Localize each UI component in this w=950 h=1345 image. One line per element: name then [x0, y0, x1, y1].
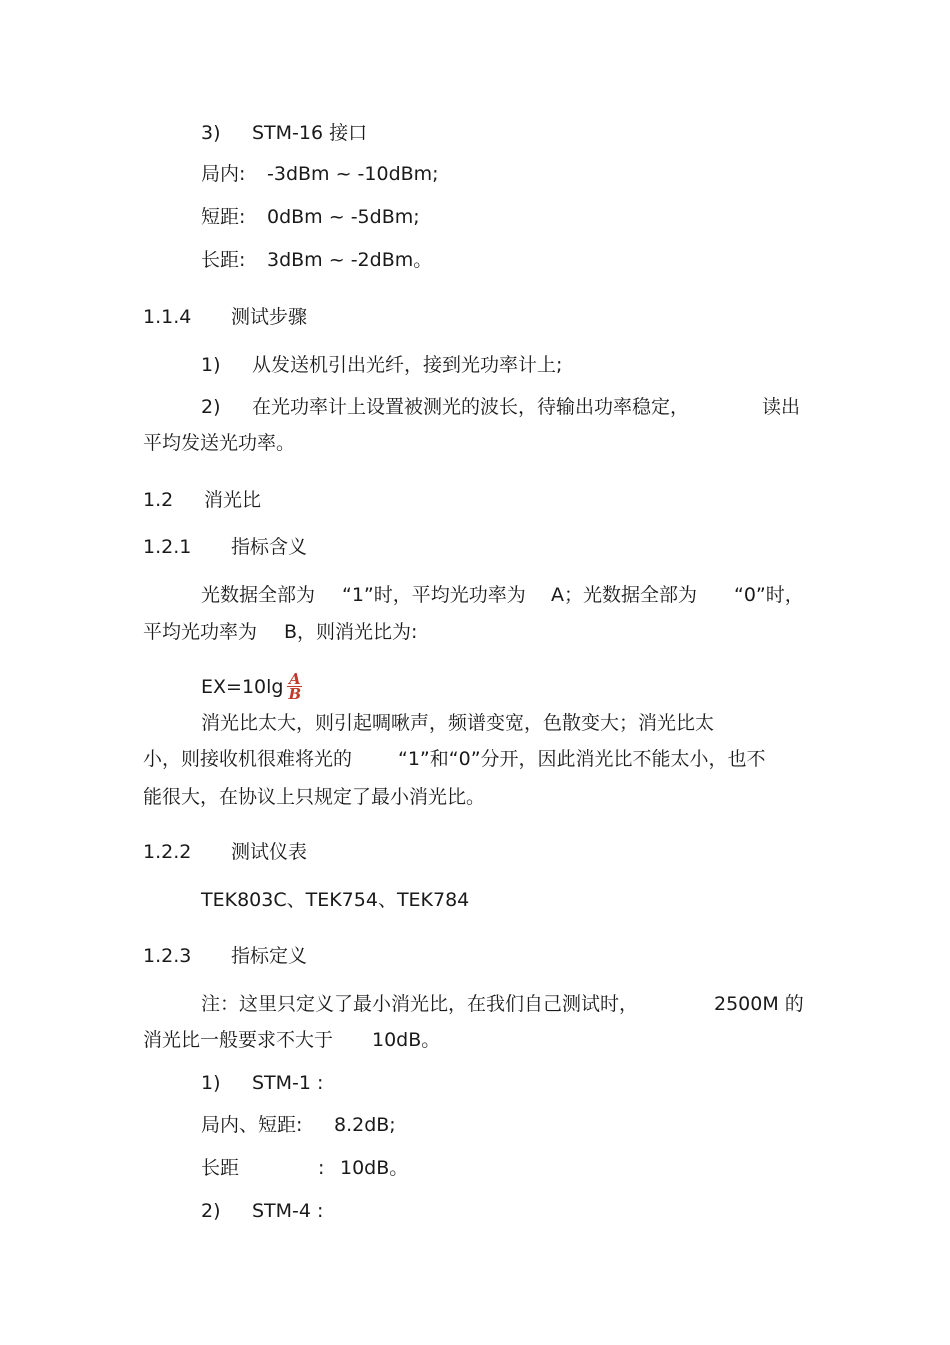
list-text: STM-16 接口: [252, 122, 368, 144]
list-text: STM-4 :: [252, 1200, 324, 1222]
desc-line-2: [143, 747, 766, 771]
heading-text: 指标定义: [231, 945, 308, 967]
heading-number: 1.2: [143, 489, 174, 511]
text-segment: A；光数据全部为: [551, 584, 697, 606]
stm1-local-short-line: [201, 1113, 396, 1137]
text-segment: “0”时，: [734, 584, 804, 606]
param-label: 长距:: [201, 249, 246, 271]
heading-text: 消光比: [204, 489, 262, 511]
fraction-denominator: B: [288, 685, 302, 703]
heading-1-2-2: [143, 840, 308, 864]
text-segment: 光数据全部为: [201, 584, 316, 606]
stm1-long-line: [201, 1156, 409, 1180]
param-value: 8.2dB;: [334, 1114, 396, 1136]
desc-line-1: 消光比太大，则引起啁啾声，频谱变宽，色散变大；消光比太: [201, 712, 715, 734]
param-label: 长距: [201, 1157, 240, 1179]
step-1: [201, 353, 563, 377]
stm16-local-line: [201, 162, 439, 186]
heading-1-2: [143, 488, 262, 512]
list-item-stm4: [201, 1199, 324, 1223]
heading-number: 1.1.4: [143, 306, 192, 328]
fraction-numerator: A: [288, 670, 301, 688]
formula-text: EX=10lg: [201, 676, 284, 698]
note-line-1: [201, 992, 804, 1016]
param-label: 局内、短距:: [201, 1114, 303, 1136]
heading-text: 测试仪表: [231, 841, 308, 863]
text-segment: 消光比一般要求不大于: [143, 1029, 334, 1051]
text-segment: 10dB。: [372, 1029, 441, 1051]
heading-1-2-3: [143, 944, 308, 968]
heading-1-2-1: [143, 535, 308, 559]
note-line-2: [143, 1028, 441, 1052]
param-value: 0dBm ~ -5dBm;: [267, 206, 420, 228]
list-text-tail: 读出: [762, 396, 801, 418]
param-label: 短距:: [201, 206, 246, 228]
heading-text: 指标含义: [231, 536, 308, 558]
param-value: 3dBm ~ -2dBm。: [267, 249, 433, 271]
list-number: 1): [201, 354, 221, 376]
step-2-continuation: 平均发送光功率。: [143, 432, 296, 454]
meaning-line-1: [201, 583, 804, 607]
text-segment: “1”时，平均光功率为: [342, 584, 526, 606]
list-number: 2): [201, 1200, 221, 1222]
heading-number: 1.2.3: [143, 945, 192, 967]
heading-text: 测试步骤: [231, 306, 308, 328]
list-item-stm1: [201, 1071, 324, 1095]
text-segment: “1”和“0”分开，因此消光比不能太小，也不: [398, 748, 766, 770]
list-item-stm16: [201, 121, 368, 145]
stm16-long-line: [201, 248, 433, 272]
text-segment: 2500M 的: [714, 993, 804, 1015]
param-value: -3dBm ~ -10dBm;: [267, 163, 439, 185]
text-segment: 平均光功率为: [143, 621, 258, 643]
heading-number: 1.2.2: [143, 841, 192, 863]
heading-1-1-4: [143, 305, 308, 329]
fraction: [287, 672, 302, 701]
stm16-short-line: [201, 205, 420, 229]
param-value: 10dB。: [340, 1157, 409, 1179]
param-label: 局内:: [201, 163, 246, 185]
text-segment: B，则消光比为:: [284, 621, 418, 643]
text-segment: 注：这里只定义了最小消光比，在我们自己测试时，: [201, 993, 639, 1015]
list-number: 1): [201, 1072, 221, 1094]
list-text: 在光功率计上设置被测光的波长，待输出功率稳定，: [252, 396, 690, 418]
list-text: STM-1 :: [252, 1072, 324, 1094]
list-text: 从发送机引出光纤，接到光功率计上;: [252, 354, 563, 376]
step-2: [201, 395, 801, 419]
list-number: 2): [201, 396, 221, 418]
param-colon: :: [318, 1157, 325, 1179]
desc-line-3: 能很大，在协议上只规定了最小消光比。: [143, 786, 486, 808]
instruments-line: TEK803C、TEK754、TEK784: [201, 889, 470, 911]
heading-number: 1.2.1: [143, 536, 192, 558]
list-number: 3): [201, 122, 221, 144]
text-segment: 小，则接收机很难将光的: [143, 748, 353, 770]
meaning-line-2: [143, 620, 418, 644]
formula-line: [201, 672, 302, 701]
